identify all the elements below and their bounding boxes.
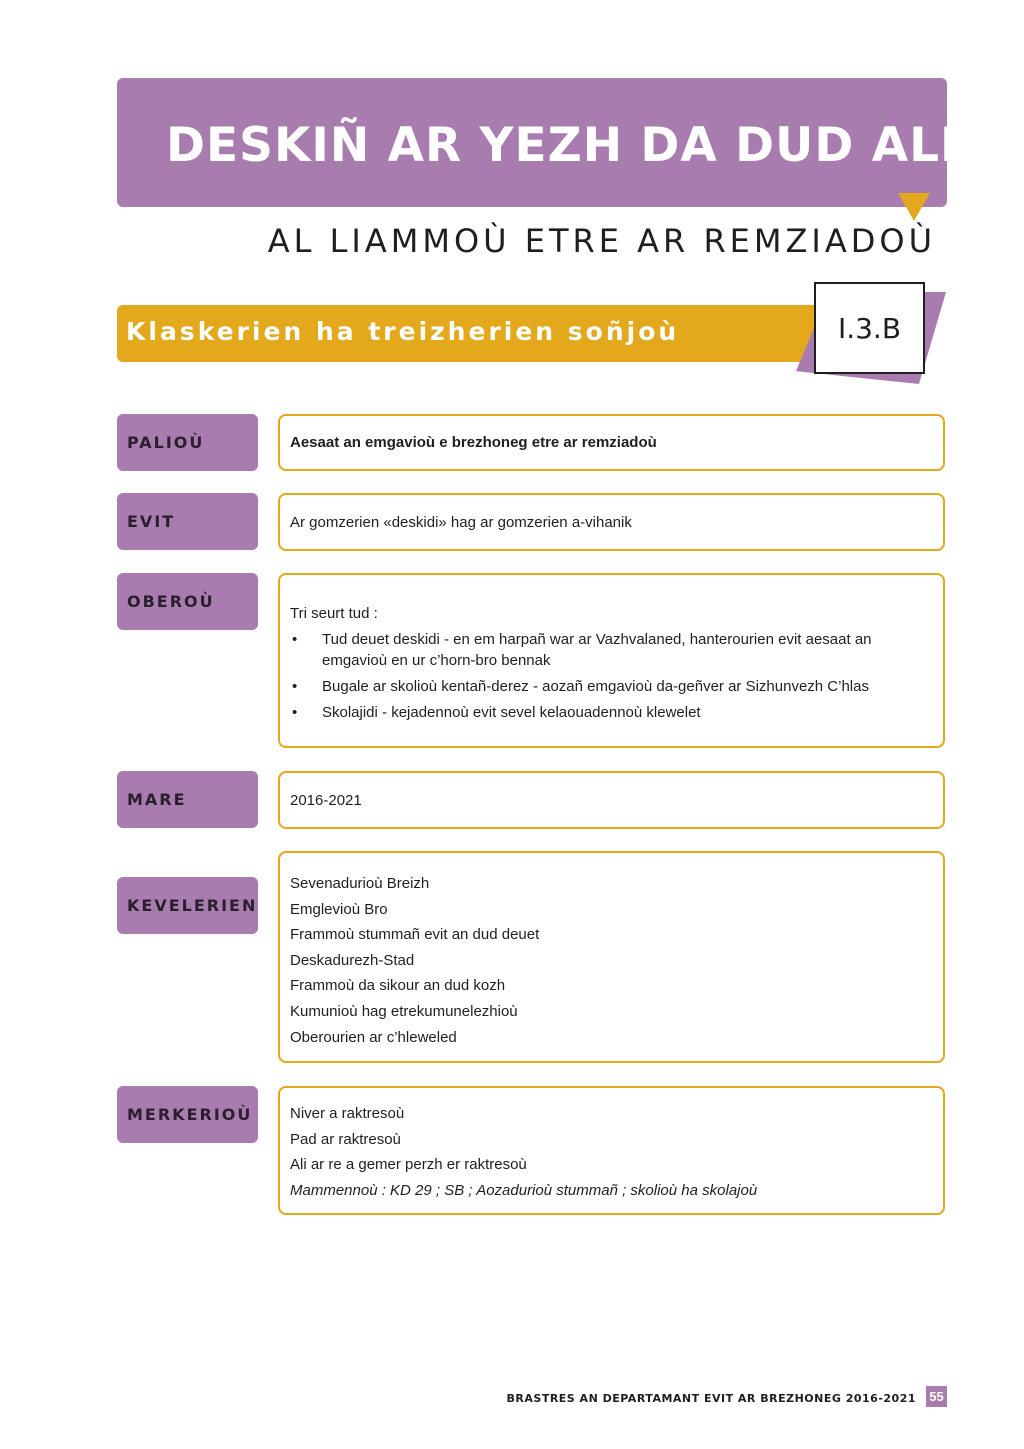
sources-note: Mammennoù : KD 29 ; SB ; Aozadurioù stummañ ; skolioù ha skolajoù xyxy=(290,1181,758,1199)
label-palioù: PALIOÙ xyxy=(117,414,258,471)
list-item: Ali ar re a gemer perzh er raktresoù xyxy=(290,1156,527,1174)
list-item: Niver a raktresoù xyxy=(290,1105,405,1122)
page-subtitle: AL LIAMMOÙ ETRE AR REMZIADOÙ xyxy=(267,222,936,260)
list-item: Kumunioù hag etrekumunelezhioù xyxy=(290,1002,518,1020)
list-item: Deskadurezh-Stad xyxy=(290,951,415,969)
label-mare: MARE xyxy=(117,771,258,828)
list-item: Frammoù da sikour an dud kozh xyxy=(290,977,506,995)
field-evit: Ar gomzerien «deskidi» hag ar gomzerien a-vihanik xyxy=(278,493,945,551)
list-item: Oberourien ar c’hleweled xyxy=(290,1028,457,1046)
field-palioù: Aesaat an emgavioù e brezhoneg etre ar remziadoù xyxy=(278,414,945,471)
field-merkerioù xyxy=(278,1086,945,1215)
list-item: • Skolajidi - kejadennoù evit sevel kelaouadennoù klewelet xyxy=(290,702,933,723)
oberoù-list xyxy=(290,629,933,723)
field-oberoù xyxy=(278,573,945,748)
page-title: DESKIÑ AR YEZH DA DUD ALL xyxy=(166,118,971,173)
label-evit: EVIT xyxy=(117,493,258,550)
footer-text: BRASTRES AN DEPARTAMANT EVIT AR BREZHONEG 2016-2021 xyxy=(506,1392,916,1405)
label-oberoù: OBEROÙ xyxy=(117,573,258,630)
label-merkerioù: MERKERIOÙ xyxy=(117,1086,258,1143)
list-item: Pad ar raktresoù xyxy=(290,1130,401,1148)
oberoù-intro: Tri seurt tud : xyxy=(290,605,378,622)
section-code-badge: I.3.B xyxy=(814,282,925,374)
page-number: 55 xyxy=(926,1386,947,1407)
field-kevelerien xyxy=(278,851,945,1063)
list-item: Emglevioù Bro xyxy=(290,900,388,918)
list-item: Sevenadurioù Breizh xyxy=(290,875,430,892)
list-item: • Bugale ar skolioù kentañ-derez - aozañ emgavioù da-geñver ar Sizhunvezh C’hlas xyxy=(290,676,933,697)
list-item: • Tud deuet deskidi - en em harpañ war ar Vazhvalaned, hanterourien evit aesaat an emgavioù en ur c’horn-bro bennak xyxy=(290,629,933,671)
list-item: Frammoù stummañ evit an dud deuet xyxy=(290,926,540,944)
label-kevelerien: KEVELERIEN xyxy=(117,877,258,934)
triangle-marker-icon xyxy=(898,193,930,221)
section-title: Klaskerien ha treizherien soñjoù xyxy=(126,317,680,346)
field-mare: 2016-2021 xyxy=(278,771,945,829)
